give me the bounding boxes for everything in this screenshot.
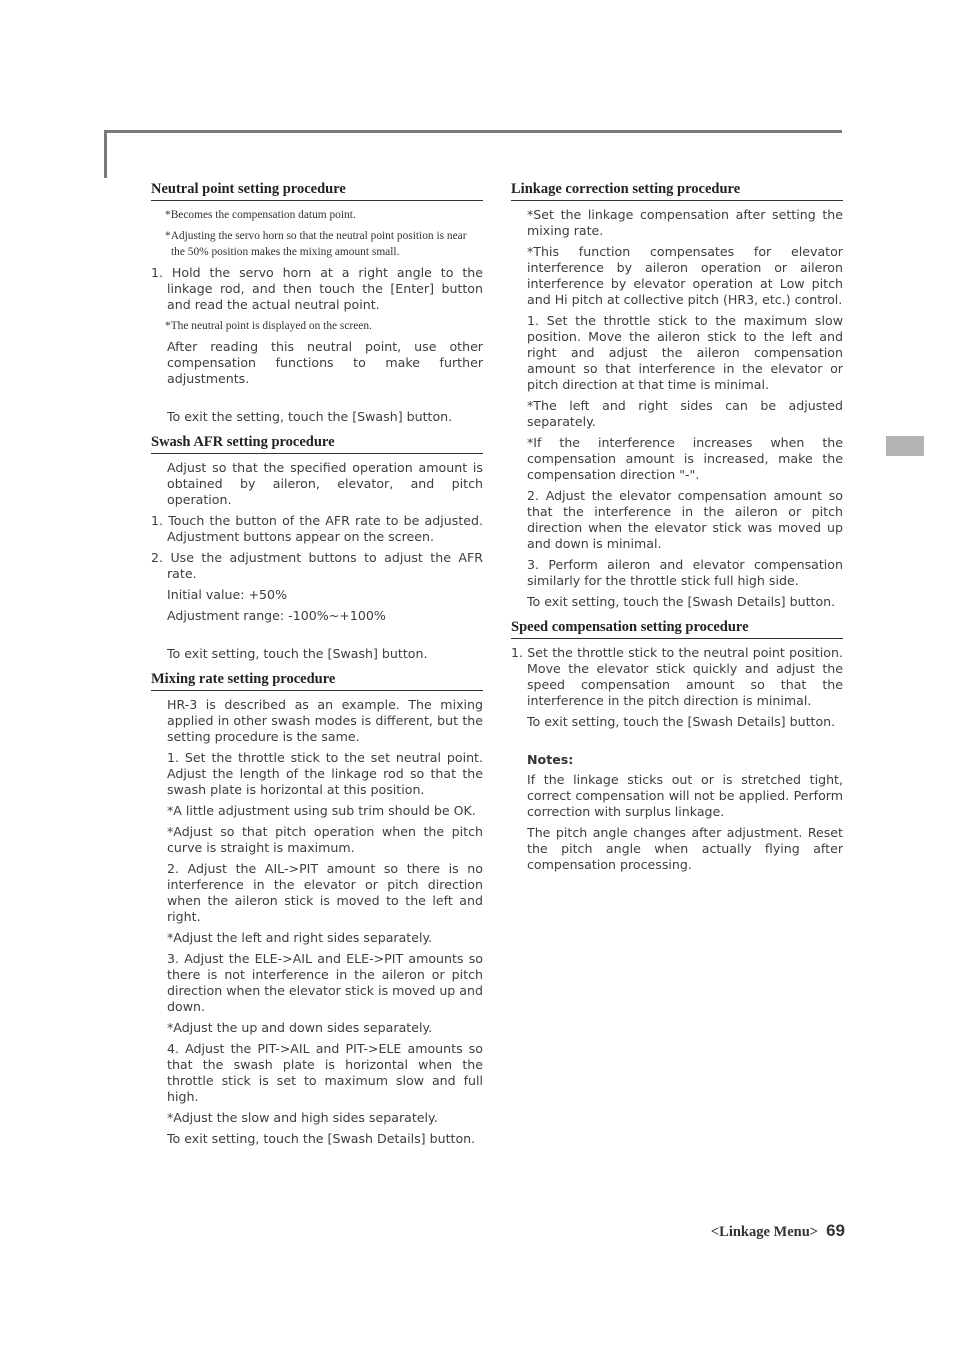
page-number: 69 bbox=[826, 1221, 845, 1240]
page-footer bbox=[711, 1221, 845, 1241]
note: *Adjust the left and right sides separately. bbox=[167, 930, 433, 945]
note: *A little adjustment using sub trim should be OK. bbox=[167, 803, 476, 818]
step: 1. Hold the servo horn at a right angle to the linkage rod, and then touch the [Enter] button and read the actual neutral point. bbox=[151, 265, 483, 312]
notes-paragraph: If the linkage sticks out or is stretched tight, correct compensation will not be applied. Perform correction with surplus linkage. bbox=[527, 772, 843, 819]
note: *Adjusting the servo horn so that the neutral point position is near the 50% position makes the mixing amount small. bbox=[165, 230, 467, 258]
header-frame-top-rule bbox=[104, 130, 842, 133]
step: 2. Use the adjustment buttons to adjust the AFR rate. bbox=[151, 550, 483, 581]
step: 2. Adjust the AIL->PIT amount so there is no interference in the elevator or pitch direction when the aileron stick is moved to the left and right. bbox=[167, 861, 483, 924]
section-heading: Linkage correction setting procedure bbox=[511, 180, 843, 201]
notes-heading: Notes: bbox=[527, 752, 574, 767]
header-frame-left-rule bbox=[104, 130, 107, 178]
section-heading: Mixing rate setting procedure bbox=[151, 670, 483, 691]
adjustment-range: Adjustment range: -100%~+100% bbox=[167, 608, 386, 623]
swash-afr-section bbox=[151, 433, 483, 662]
exit-instruction: To exit setting, touch the [Swash Details] button. bbox=[527, 594, 836, 609]
note: *If the interference increases when the compensation amount is increased, make the compensation direction "-". bbox=[527, 435, 843, 482]
notes-paragraph: The pitch angle changes after adjustment. Reset the pitch angle when actually flying after compensation processing. bbox=[527, 825, 843, 872]
section-heading: Neutral point setting procedure bbox=[151, 180, 483, 201]
mixing-rate-section bbox=[151, 670, 483, 1147]
note: *Adjust the slow and high sides separately. bbox=[167, 1110, 438, 1125]
note: *This function compensates for elevator interference by aileron operation or aileron interference by elevator operation at Low pitch and Hi pitch at collective pitch (HR3, etc.) control. bbox=[527, 244, 843, 307]
section-heading: Swash AFR setting procedure bbox=[151, 433, 483, 454]
initial-value: Initial value: +50% bbox=[167, 587, 288, 602]
speed-compensation-section bbox=[511, 618, 843, 873]
footer-menu-label: <Linkage Menu> bbox=[710, 1224, 819, 1240]
linkage-correction-section bbox=[511, 180, 843, 610]
step: 2. Adjust the elevator compensation amount so that the interference in the aileron or pitch direction when the elevator stick was moved up and down is minimal. bbox=[527, 488, 843, 551]
step: 3. Perform aileron and elevator compensation similarly for the throttle stick full high side. bbox=[527, 557, 843, 588]
step: 1. Set the throttle stick to the set neutral point. Adjust the length of the linkage rod so that the swash plate is horizontal at this position. bbox=[167, 750, 483, 797]
step: 4. Adjust the PIT->AIL and PIT->ELE amounts so that the swash plate is horizontal when the throttle stick is set to maximum slow and full high. bbox=[167, 1041, 483, 1104]
exit-instruction: To exit setting, touch the [Swash] button. bbox=[167, 646, 428, 661]
exit-instruction: To exit setting, touch the [Swash Details] button. bbox=[527, 714, 836, 729]
note: *Set the linkage compensation after setting the mixing rate. bbox=[527, 207, 843, 238]
step: 3. Adjust the ELE->AIL and ELE->PIT amounts so there is not interference in the aileron or pitch direction when the elevator stick is moved up and down. bbox=[167, 951, 483, 1014]
note: *Becomes the compensation datum point. bbox=[165, 209, 356, 221]
exit-instruction: To exit the setting, touch the [Swash] button. bbox=[167, 409, 453, 424]
note: *The neutral point is displayed on the screen. bbox=[165, 320, 372, 332]
paragraph: After reading this neutral point, use other compensation functions to make further adjustments. bbox=[167, 339, 483, 386]
section-heading: Speed compensation setting procedure bbox=[511, 618, 843, 639]
right-column bbox=[511, 180, 843, 881]
paragraph: Adjust so that the specified operation amount is obtained by aileron, elevator, and pitch operation. bbox=[167, 460, 483, 507]
section-tab-marker bbox=[886, 436, 924, 456]
step: 1. Set the throttle stick to the neutral point position. Move the elevator stick quickly and adjust the speed compensation amount so that the interference in the pitch direction is minimal. bbox=[511, 645, 843, 708]
step: 1. Set the throttle stick to the maximum slow position. Move the aileron stick to the left and right and adjust the aileron compensation amount so that interference in the elevator or pitch direction at that time is minimal. bbox=[527, 313, 843, 392]
left-column bbox=[151, 180, 483, 1155]
note: *Adjust the up and down sides separately. bbox=[167, 1020, 433, 1035]
exit-instruction: To exit setting, touch the [Swash Details] button. bbox=[167, 1131, 476, 1146]
paragraph: HR-3 is described as an example. The mixing applied in other swash modes is different, but the setting procedure is the same. bbox=[167, 697, 483, 744]
neutral-point-section bbox=[151, 180, 483, 425]
step: 1. Touch the button of the AFR rate to be adjusted. Adjustment buttons appear on the screen. bbox=[151, 513, 483, 544]
note: *Adjust so that pitch operation when the pitch curve is straight is maximum. bbox=[167, 824, 483, 855]
note: *The left and right sides can be adjusted separately. bbox=[527, 398, 843, 429]
